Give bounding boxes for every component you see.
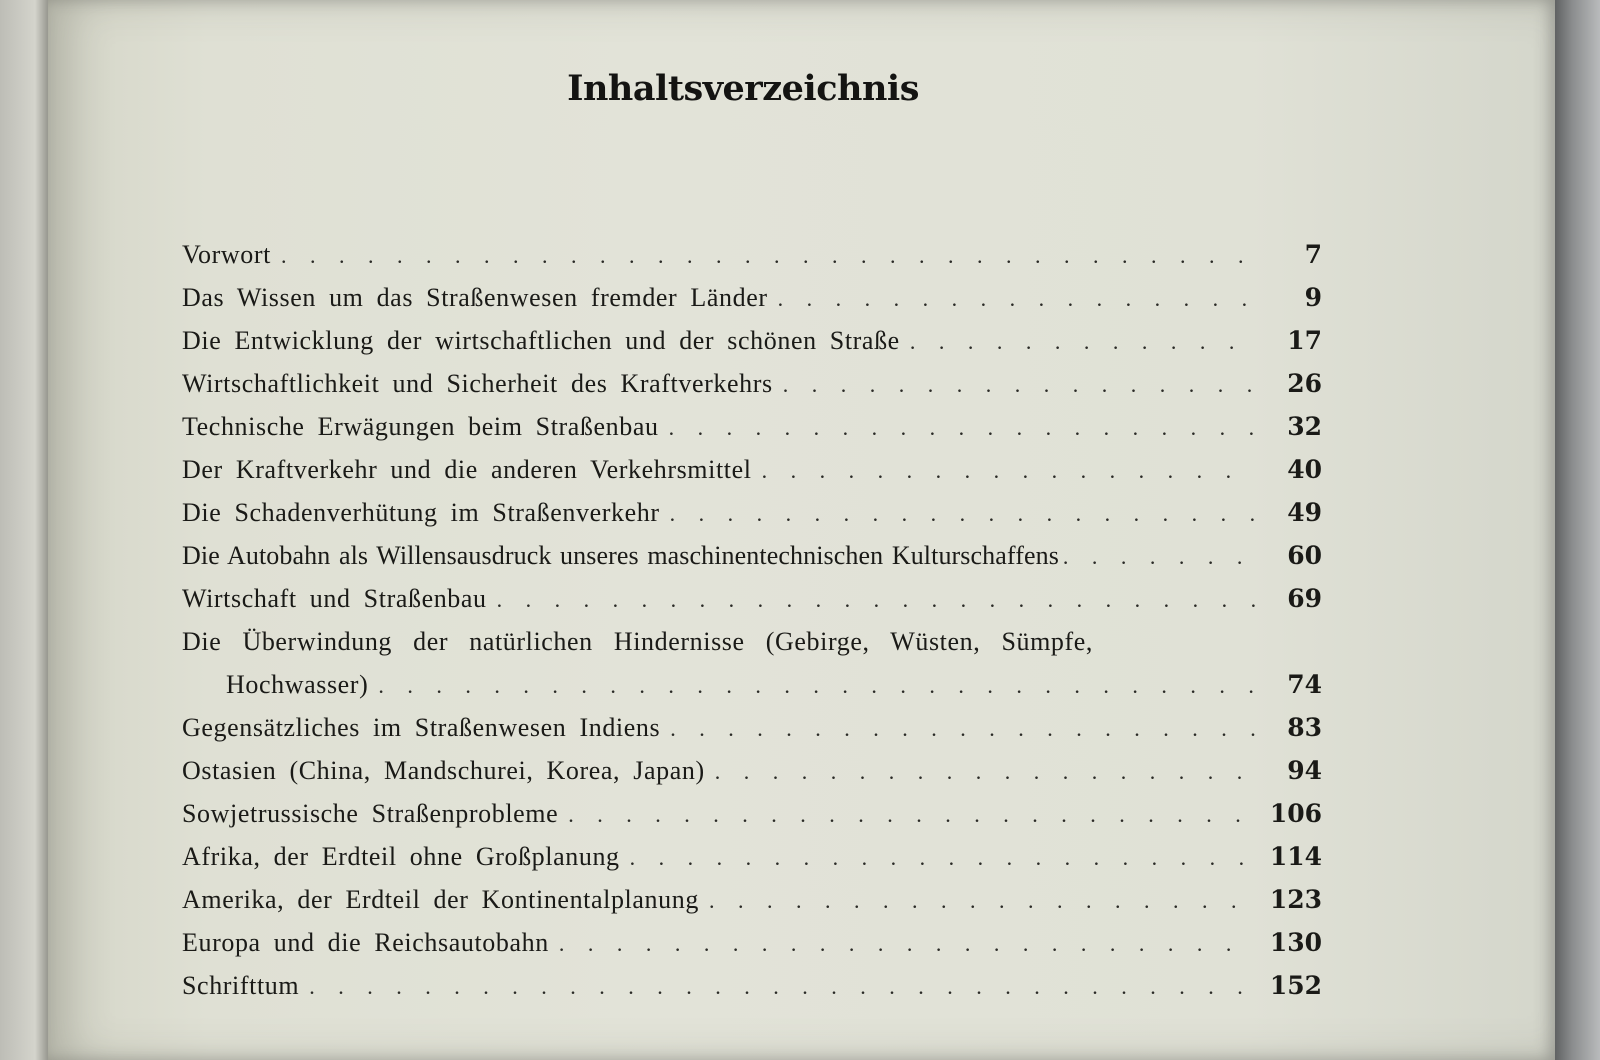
toc-leader-dots: [1063, 535, 1262, 578]
toc-page-number: 123: [1269, 885, 1322, 914]
toc-entry: [182, 534, 1322, 577]
toc-page-number: 106: [1269, 799, 1322, 828]
toc-page-number: 60: [1287, 541, 1322, 570]
toc-entry-continuation: [182, 663, 1322, 706]
toc-entry: [182, 405, 1322, 448]
toc-entry: [182, 878, 1322, 921]
toc-entry-label: Gegensätzliches im Straßenwesen Indiens: [182, 713, 661, 742]
toc-entry: [182, 921, 1322, 964]
toc-leader-dots: [378, 664, 1256, 707]
toc-entry: [182, 792, 1322, 835]
toc-entry-label-continued: Hochwasser): [226, 670, 369, 699]
toc-entry-label: Der Kraftverkehr und die anderen Verkehrsmittel: [182, 455, 752, 484]
toc-entry: [182, 319, 1322, 362]
toc-entry: [182, 620, 1322, 663]
toc-leader-dots: [559, 922, 1256, 965]
toc-leader-dots: [778, 277, 1256, 320]
toc-entry: [182, 276, 1322, 319]
toc-leader-dots: [309, 965, 1256, 1008]
toc-entry-label: Schrifttum: [182, 971, 300, 1000]
toc-page-number: 130: [1269, 928, 1322, 957]
toc-entry-label: Amerika, der Erdteil der Kontinentalplanung: [182, 885, 699, 914]
toc-entry: [182, 491, 1322, 534]
toc-leader-dots: [281, 234, 1256, 277]
table-of-contents: [182, 233, 1322, 1007]
toc-page-number: 7: [1304, 240, 1322, 269]
toc-entry: [182, 749, 1322, 792]
toc-leader-dots: [670, 707, 1256, 750]
toc-page-number: 83: [1287, 713, 1322, 742]
toc-entry-label: Die Überwindung der natürlichen Hindernisse (Gebirge, Wüsten, Sümpfe,: [182, 627, 1094, 656]
toc-entry-label: Die Schadenverhütung im Straßenverkehr: [182, 498, 660, 527]
toc-leader-dots: [568, 793, 1256, 836]
toc-entry-label: Afrika, der Erdteil ohne Großplanung: [182, 842, 620, 871]
toc-leader-dots: [910, 320, 1256, 363]
toc-page-number: 114: [1269, 842, 1322, 871]
page-title: Inhaltsverzeichnis: [567, 68, 919, 109]
toc-entry-label: Ostasien (China, Mandschurei, Korea, Japan): [182, 756, 705, 785]
toc-entry: [182, 233, 1322, 276]
toc-entry-label: Sowjetrussische Straßenprobleme: [182, 799, 559, 828]
toc-page-number: 9: [1304, 283, 1322, 312]
toc-entry: [182, 835, 1322, 878]
toc-entry-label: Die Autobahn als Willensausdruck unseres maschinentechnischen Kulturschaffens: [182, 541, 1059, 570]
toc-entry-label: Wirtschaftlichkeit und Sicherheit des Kraftverkehrs: [182, 369, 773, 398]
toc-leader-dots: [709, 879, 1256, 922]
toc-page-number: 69: [1287, 584, 1322, 613]
toc-entry: [182, 362, 1322, 405]
toc-leader-dots: [783, 363, 1256, 406]
toc-entry-label: Wirtschaft und Straßenbau: [182, 584, 487, 613]
toc-entry: [182, 448, 1322, 491]
toc-entry: [182, 964, 1322, 1007]
toc-entry-label: Vorwort: [182, 240, 271, 269]
toc-entry-label: Europa und die Reichsautobahn: [182, 928, 549, 957]
toc-page-number: 74: [1287, 670, 1322, 699]
toc-leader-dots: [630, 836, 1256, 879]
toc-page-number: 26: [1287, 369, 1322, 398]
toc-entry-label: Die Entwicklung der wirtschaftlichen und der schönen Straße: [182, 326, 900, 355]
toc-page-number: 17: [1287, 326, 1322, 355]
background-right-edge: [1554, 0, 1600, 1060]
toc-leader-dots: [762, 449, 1256, 492]
toc-entry: [182, 577, 1322, 620]
book-page: [48, 0, 1555, 1060]
toc-entry: [182, 706, 1322, 749]
toc-page-number: 152: [1269, 971, 1322, 1000]
toc-leader-dots: [670, 492, 1256, 535]
toc-leader-dots: [715, 750, 1256, 793]
toc-leader-dots: [497, 578, 1256, 621]
toc-leader-dots: [669, 406, 1256, 449]
toc-page-number: 32: [1287, 412, 1322, 441]
toc-entry-label: Das Wissen um das Straßenwesen fremder Länder: [182, 283, 768, 312]
background-left-edge: [0, 0, 50, 1060]
toc-page-number: 49: [1287, 498, 1322, 527]
toc-entry-label: Technische Erwägungen beim Straßenbau: [182, 412, 659, 441]
toc-page-number: 94: [1287, 756, 1322, 785]
toc-page-number: 40: [1287, 455, 1322, 484]
